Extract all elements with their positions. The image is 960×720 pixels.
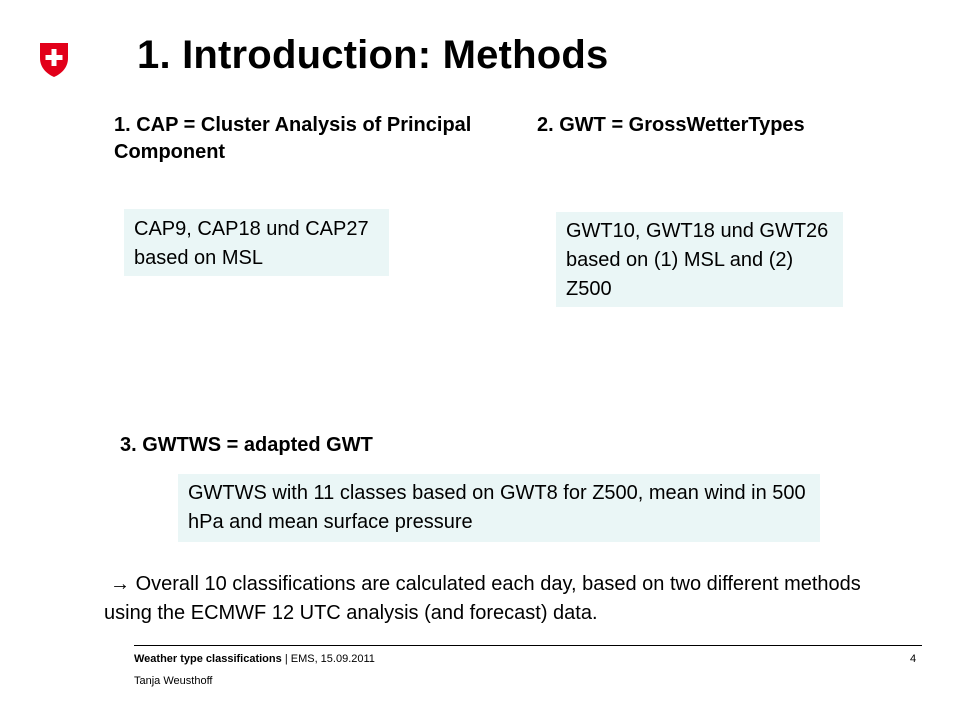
- footer-presentation-title: Weather type classifications: [134, 653, 282, 665]
- method-details-cap: CAP9, CAP18 und CAP27 based on MSL: [124, 209, 389, 276]
- page-title: 1. Introduction: Methods: [137, 33, 609, 77]
- footer-author: Tanja Weusthoff: [134, 675, 213, 687]
- method-details-gwtws: GWTWS with 11 classes based on GWT8 for Z500, mean wind in 500 hPa and mean surface pressure: [178, 474, 820, 542]
- method-heading-gwtws: 3. GWTWS = adapted GWT: [120, 434, 373, 456]
- conclusion-body: Overall 10 classifications are calculated each day, based on two different methods using the ECMWF 12 UTC analysis (and forecast) data.: [104, 573, 861, 624]
- swiss-cross-shield-icon: [39, 42, 69, 78]
- arrow-right-icon: →: [110, 573, 130, 595]
- conclusion-text: [104, 570, 904, 628]
- footer-divider: [134, 645, 922, 646]
- method-heading-gwt: 2. GWT = GrossWetterTypes: [537, 114, 805, 136]
- method-details-gwt: GWT10, GWT18 und GWT26 based on (1) MSL and (2) Z500: [556, 212, 843, 307]
- footer-event: | EMS, 15.09.2011: [284, 653, 375, 665]
- footer-presentation-info: [134, 652, 375, 666]
- page-number: 4: [910, 653, 917, 665]
- method-heading-cap: 1. CAP = Cluster Analysis of Principal Component: [114, 114, 472, 163]
